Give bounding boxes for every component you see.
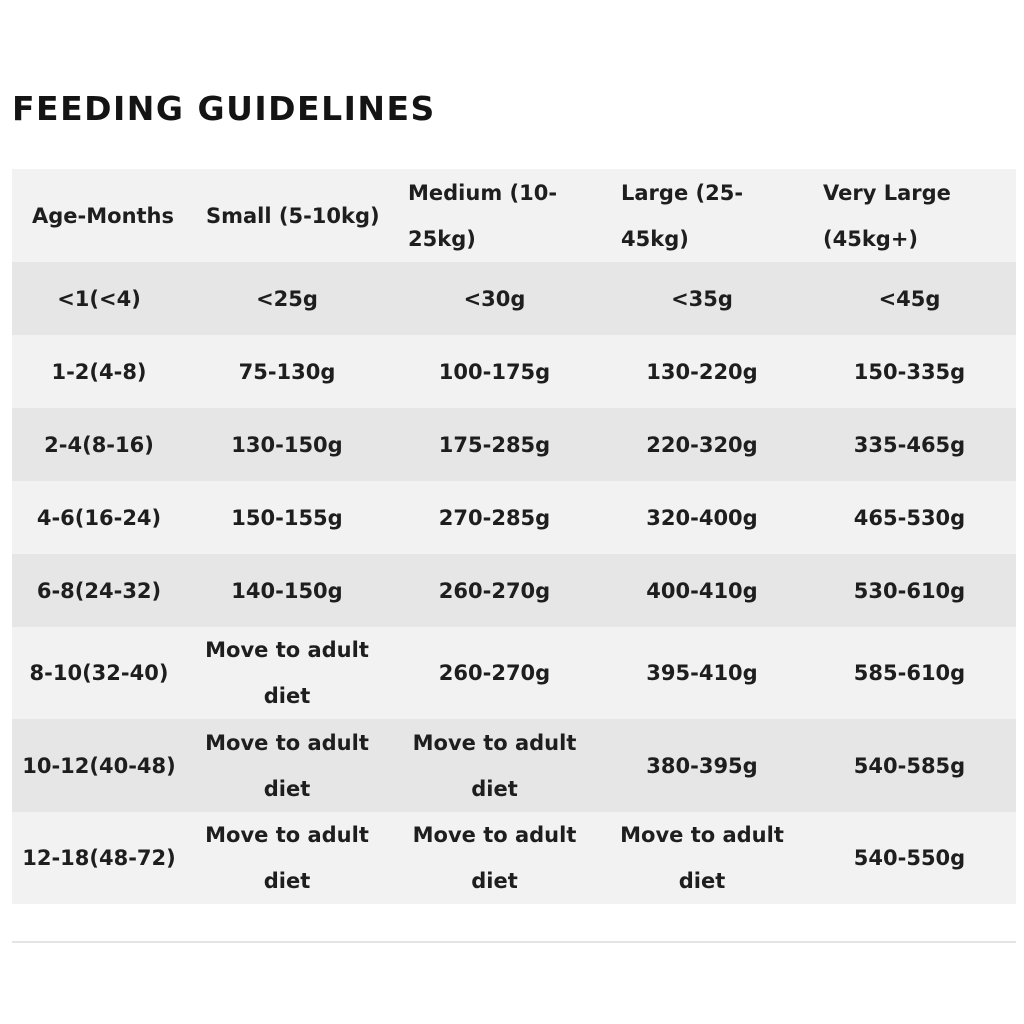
very-large-cell: 150-335g	[803, 335, 1016, 408]
header-medium: Medium (10-25kg)	[388, 169, 601, 262]
very-large-cell: <45g	[803, 262, 1016, 335]
table-row	[12, 262, 1016, 335]
large-cell: Move to adult diet	[601, 812, 803, 904]
small-cell: 75-130g	[186, 335, 388, 408]
large-cell: 380-395g	[601, 719, 803, 812]
large-cell: <35g	[601, 262, 803, 335]
age-cell: 8-10(32-40)	[12, 627, 186, 719]
table-row	[12, 335, 1016, 408]
small-cell: 150-155g	[186, 481, 388, 554]
small-cell: 140-150g	[186, 554, 388, 627]
very-large-cell: 335-465g	[803, 408, 1016, 481]
table-row	[12, 481, 1016, 554]
header-large: Large (25-45kg)	[601, 169, 803, 262]
age-cell: 10-12(40-48)	[12, 719, 186, 812]
header-small: Small (5-10kg)	[186, 169, 388, 262]
medium-cell: 260-270g	[388, 554, 601, 627]
feeding-guidelines-table	[12, 169, 1016, 904]
table-row	[12, 812, 1016, 904]
very-large-cell: 585-610g	[803, 627, 1016, 719]
large-cell: 130-220g	[601, 335, 803, 408]
table-row	[12, 554, 1016, 627]
header-very-large: Very Large (45kg+)	[803, 169, 1016, 262]
age-cell: 2-4(8-16)	[12, 408, 186, 481]
large-cell: 320-400g	[601, 481, 803, 554]
age-cell: 6-8(24-32)	[12, 554, 186, 627]
medium-cell: 100-175g	[388, 335, 601, 408]
small-cell: Move to adult diet	[186, 812, 388, 904]
age-cell: 1-2(4-8)	[12, 335, 186, 408]
large-cell: 400-410g	[601, 554, 803, 627]
very-large-cell: 540-585g	[803, 719, 1016, 812]
table-row	[12, 408, 1016, 481]
very-large-cell: 530-610g	[803, 554, 1016, 627]
medium-cell: 260-270g	[388, 627, 601, 719]
very-large-cell: 465-530g	[803, 481, 1016, 554]
medium-cell: 270-285g	[388, 481, 601, 554]
small-cell: Move to adult diet	[186, 627, 388, 719]
small-cell: <25g	[186, 262, 388, 335]
page-title: FEEDING GUIDELINES	[12, 89, 436, 128]
medium-cell: Move to adult diet	[388, 719, 601, 812]
very-large-cell: 540-550g	[803, 812, 1016, 904]
age-cell: <1(<4)	[12, 262, 186, 335]
age-cell: 4-6(16-24)	[12, 481, 186, 554]
table-row	[12, 627, 1016, 719]
header-age-months: Age-Months	[12, 169, 186, 262]
table-header-row	[12, 169, 1016, 262]
table-row	[12, 719, 1016, 812]
small-cell: 130-150g	[186, 408, 388, 481]
large-cell: 395-410g	[601, 627, 803, 719]
age-cell: 12-18(48-72)	[12, 812, 186, 904]
large-cell: 220-320g	[601, 408, 803, 481]
small-cell: Move to adult diet	[186, 719, 388, 812]
divider	[12, 941, 1016, 943]
medium-cell: 175-285g	[388, 408, 601, 481]
medium-cell: Move to adult diet	[388, 812, 601, 904]
medium-cell: <30g	[388, 262, 601, 335]
